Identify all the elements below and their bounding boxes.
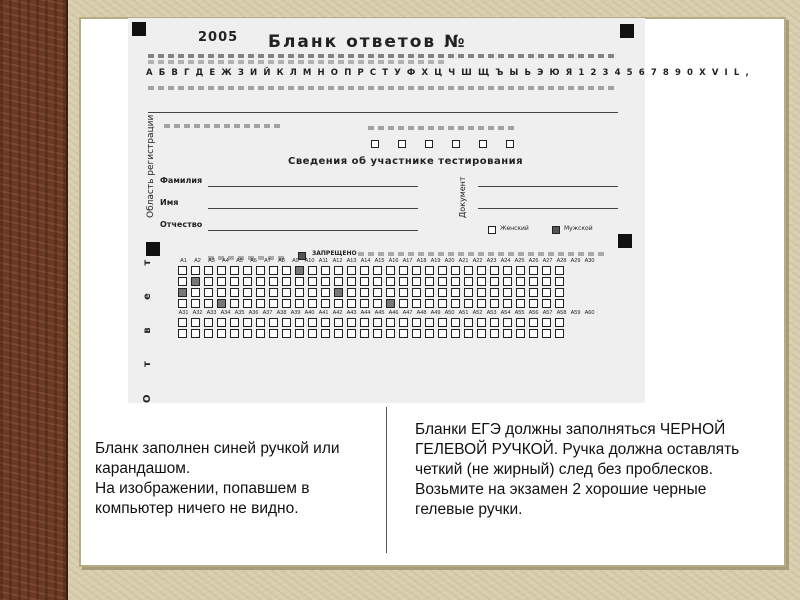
answer-checkbox[interactable] bbox=[217, 329, 226, 338]
answer-checkbox[interactable] bbox=[217, 288, 226, 297]
answer-checkbox[interactable] bbox=[360, 299, 369, 308]
answer-column-header: A20 bbox=[444, 258, 455, 264]
answer-checkbox[interactable] bbox=[490, 318, 499, 327]
answer-column-header: A35 bbox=[234, 310, 245, 316]
answer-checkbox[interactable] bbox=[451, 329, 460, 338]
answer-checkbox[interactable] bbox=[490, 299, 499, 308]
answer-checkbox[interactable] bbox=[360, 318, 369, 327]
answer-checkbox[interactable] bbox=[373, 329, 382, 338]
answer-checkbox[interactable] bbox=[373, 266, 382, 275]
answer-checkbox[interactable] bbox=[243, 329, 252, 338]
answer-column-header: A33 bbox=[206, 310, 217, 316]
answer-checkbox[interactable] bbox=[399, 329, 408, 338]
sex-male-label: Мужской bbox=[564, 225, 593, 232]
answer-column-header: A16 bbox=[388, 258, 399, 264]
answer-column-header: A39 bbox=[290, 310, 301, 316]
answer-column-header: A1 bbox=[180, 258, 187, 264]
answer-checkbox[interactable] bbox=[373, 288, 382, 297]
answer-checkbox[interactable] bbox=[516, 288, 525, 297]
answer-checkbox[interactable] bbox=[412, 288, 421, 297]
answer-grid bbox=[178, 258, 595, 340]
forbidden-note-line bbox=[358, 252, 608, 256]
answer-checkbox[interactable] bbox=[256, 329, 265, 338]
answer-checkbox[interactable] bbox=[451, 288, 460, 297]
answer-checkbox[interactable] bbox=[438, 266, 447, 275]
answer-column-header: A30 bbox=[584, 258, 595, 264]
instructions-line bbox=[148, 60, 448, 64]
answer-column-header: A42 bbox=[332, 310, 343, 316]
name-label: Имя bbox=[160, 198, 179, 207]
answer-checkbox[interactable] bbox=[282, 277, 291, 286]
document-line bbox=[478, 186, 618, 187]
answer-option-row bbox=[178, 277, 595, 286]
answer-checkbox[interactable] bbox=[438, 288, 447, 297]
answer-checkbox[interactable] bbox=[360, 288, 369, 297]
answer-checkbox[interactable] bbox=[191, 288, 200, 297]
answer-checkbox[interactable] bbox=[308, 277, 317, 286]
answer-column-header: A47 bbox=[402, 310, 413, 316]
answer-checkbox[interactable] bbox=[529, 299, 538, 308]
answer-checkbox[interactable] bbox=[308, 318, 317, 327]
answer-column-header: A17 bbox=[402, 258, 413, 264]
answer-checkbox[interactable] bbox=[425, 277, 434, 286]
answer-checkbox[interactable] bbox=[464, 266, 473, 275]
answer-checkbox[interactable] bbox=[529, 288, 538, 297]
answer-checkbox[interactable] bbox=[516, 299, 525, 308]
answer-checkbox[interactable] bbox=[269, 299, 278, 308]
answer-checkbox[interactable] bbox=[191, 318, 200, 327]
answer-checkbox[interactable] bbox=[269, 288, 278, 297]
answer-checkbox[interactable] bbox=[256, 299, 265, 308]
answer-checkbox[interactable] bbox=[347, 318, 356, 327]
form-year: 2005 bbox=[198, 30, 239, 45]
answer-checkbox[interactable] bbox=[477, 329, 486, 338]
region-label: Область регистрации bbox=[146, 114, 156, 218]
answer-column-header: A18 bbox=[416, 258, 427, 264]
answer-checkbox[interactable] bbox=[555, 299, 564, 308]
answer-column-header: A23 bbox=[486, 258, 497, 264]
answer-checkbox[interactable] bbox=[412, 299, 421, 308]
answer-column-header: A26 bbox=[528, 258, 539, 264]
sample-alphabet: А Б В Г Д Е Ж З И Й К Л М Н О П Р С Т У Ф Х Ц Ч Ш Щ Ъ Ы Ь Э Ю Я 1 2 3 4 5 6 7 8 9 0 X V I L , bbox=[146, 68, 751, 78]
forbidden-label: ЗАПРЕЩЕНО bbox=[312, 250, 357, 257]
answer-checkbox[interactable] bbox=[178, 299, 187, 308]
answer-checkbox[interactable] bbox=[191, 299, 200, 308]
answer-checkbox[interactable] bbox=[386, 277, 395, 286]
answer-checkbox[interactable] bbox=[490, 266, 499, 275]
instructions-line bbox=[148, 54, 618, 58]
answer-checkbox[interactable] bbox=[412, 266, 421, 275]
answer-checkbox[interactable] bbox=[464, 277, 473, 286]
answer-checkbox[interactable] bbox=[347, 266, 356, 275]
answer-column-header: A6 bbox=[250, 258, 257, 264]
caption-divider bbox=[386, 407, 387, 553]
answer-header-row bbox=[178, 258, 595, 264]
answer-checkbox[interactable] bbox=[438, 277, 447, 286]
answer-checkbox[interactable] bbox=[516, 329, 525, 338]
left-caption bbox=[95, 439, 385, 519]
answer-checkbox[interactable] bbox=[438, 318, 447, 327]
answer-column-header: A40 bbox=[304, 310, 315, 316]
sex-female-label: Женский bbox=[500, 225, 529, 232]
answer-checkbox[interactable] bbox=[386, 299, 395, 308]
answer-checkbox[interactable] bbox=[204, 288, 213, 297]
answers-side-label: О т в е т bbox=[142, 247, 153, 403]
answer-option-row bbox=[178, 299, 595, 308]
answer-column-header: A22 bbox=[472, 258, 483, 264]
answer-checkbox[interactable] bbox=[555, 277, 564, 286]
answer-checkbox[interactable] bbox=[204, 277, 213, 286]
school-type-checkbox[interactable] bbox=[371, 140, 379, 148]
answer-column-header: A57 bbox=[542, 310, 553, 316]
field-underline bbox=[148, 112, 618, 113]
answer-checkbox[interactable] bbox=[347, 277, 356, 286]
answer-column-header: A52 bbox=[472, 310, 483, 316]
answer-checkbox[interactable] bbox=[477, 266, 486, 275]
answer-checkbox[interactable] bbox=[191, 277, 200, 286]
answer-column-header: A59 bbox=[570, 310, 581, 316]
answer-checkbox[interactable] bbox=[295, 299, 304, 308]
answer-column-header: A9 bbox=[292, 258, 299, 264]
answer-checkbox[interactable] bbox=[256, 318, 265, 327]
left-caption-text: Бланк заполнен синей ручкой или карандашом. На изображении, попавшем в компьютер ничего не видно. bbox=[95, 440, 340, 517]
answer-checkbox[interactable] bbox=[451, 266, 460, 275]
answer-checkbox[interactable] bbox=[542, 329, 551, 338]
answer-checkbox[interactable] bbox=[477, 318, 486, 327]
answer-checkbox[interactable] bbox=[386, 318, 395, 327]
answer-checkbox[interactable] bbox=[178, 329, 187, 338]
corner-marker bbox=[618, 234, 632, 248]
answer-column-header: A48 bbox=[416, 310, 427, 316]
answer-column-header: A55 bbox=[514, 310, 525, 316]
school-type-checkbox[interactable] bbox=[398, 140, 406, 148]
answer-checkbox[interactable] bbox=[490, 277, 499, 286]
answer-checkbox[interactable] bbox=[529, 277, 538, 286]
answer-column-header: A12 bbox=[332, 258, 343, 264]
answer-checkbox[interactable] bbox=[399, 299, 408, 308]
answer-checkbox[interactable] bbox=[542, 277, 551, 286]
answer-column-header: A15 bbox=[374, 258, 385, 264]
answer-checkbox[interactable] bbox=[386, 329, 395, 338]
answer-checkbox[interactable] bbox=[321, 318, 330, 327]
answer-checkbox[interactable] bbox=[425, 288, 434, 297]
answer-checkbox[interactable] bbox=[425, 329, 434, 338]
answer-column-header: A46 bbox=[388, 310, 399, 316]
answer-checkbox[interactable] bbox=[295, 318, 304, 327]
corner-marker bbox=[132, 22, 146, 36]
answer-checkbox[interactable] bbox=[516, 266, 525, 275]
answer-checkbox[interactable] bbox=[516, 277, 525, 286]
answer-checkbox[interactable] bbox=[295, 277, 304, 286]
answer-column-header: A32 bbox=[192, 310, 203, 316]
answer-checkbox[interactable] bbox=[230, 329, 239, 338]
answer-checkbox[interactable] bbox=[412, 318, 421, 327]
answer-checkbox[interactable] bbox=[490, 329, 499, 338]
answer-checkbox[interactable] bbox=[295, 329, 304, 338]
answer-checkbox[interactable] bbox=[399, 277, 408, 286]
answer-checkbox[interactable] bbox=[542, 299, 551, 308]
surname-label: Фамилия bbox=[160, 176, 203, 185]
answer-checkbox[interactable] bbox=[230, 266, 239, 275]
answer-column-header: A45 bbox=[374, 310, 385, 316]
answer-checkbox[interactable] bbox=[347, 288, 356, 297]
answer-checkbox[interactable] bbox=[204, 266, 213, 275]
answer-checkbox[interactable] bbox=[321, 329, 330, 338]
answer-checkbox[interactable] bbox=[373, 299, 382, 308]
answer-checkbox[interactable] bbox=[503, 266, 512, 275]
answer-column-header: A25 bbox=[514, 258, 525, 264]
answer-checkbox[interactable] bbox=[308, 329, 317, 338]
answer-checkbox[interactable] bbox=[503, 277, 512, 286]
school-type-checkbox[interactable] bbox=[425, 140, 433, 148]
answer-checkbox[interactable] bbox=[386, 288, 395, 297]
answer-checkbox[interactable] bbox=[191, 266, 200, 275]
answer-column-header: A36 bbox=[248, 310, 259, 316]
answer-checkbox[interactable] bbox=[542, 318, 551, 327]
answer-checkbox[interactable] bbox=[217, 299, 226, 308]
sex-male-checkbox[interactable] bbox=[552, 226, 560, 234]
answer-checkbox[interactable] bbox=[399, 288, 408, 297]
answer-checkbox[interactable] bbox=[178, 277, 187, 286]
answer-option-row bbox=[178, 266, 595, 275]
school-type-checkbox[interactable] bbox=[506, 140, 514, 148]
answer-checkbox[interactable] bbox=[451, 277, 460, 286]
answer-column-header: A14 bbox=[360, 258, 371, 264]
section-heading: Сведения об участнике тестирования bbox=[288, 156, 524, 167]
answer-checkbox[interactable] bbox=[555, 318, 564, 327]
answer-checkbox[interactable] bbox=[451, 299, 460, 308]
answer-checkbox[interactable] bbox=[542, 288, 551, 297]
answer-checkbox[interactable] bbox=[399, 318, 408, 327]
answer-checkbox[interactable] bbox=[555, 329, 564, 338]
answer-checkbox[interactable] bbox=[217, 266, 226, 275]
answer-checkbox[interactable] bbox=[464, 318, 473, 327]
answer-checkbox[interactable] bbox=[503, 288, 512, 297]
answer-checkbox[interactable] bbox=[282, 318, 291, 327]
right-caption-text: Бланки ЕГЭ должны заполняться ЧЕРНОЙ ГЕЛЕВОЙ РУЧКОЙ. Ручка должна оставлять четкий (не жирный) след без проблесков. Возьмите на экзамен 2 хорошие черные гелевые ручки. bbox=[415, 421, 740, 518]
patronymic-label: Отчество bbox=[160, 220, 203, 229]
name-line bbox=[208, 208, 418, 209]
answer-option-row bbox=[178, 318, 595, 327]
answer-column-header: A28 bbox=[556, 258, 567, 264]
answer-checkbox[interactable] bbox=[399, 266, 408, 275]
answer-column-header: A41 bbox=[318, 310, 329, 316]
answer-checkbox[interactable] bbox=[425, 266, 434, 275]
answer-form-scan bbox=[128, 18, 751, 403]
field-header-line bbox=[148, 86, 618, 90]
answer-checkbox[interactable] bbox=[178, 318, 187, 327]
answer-checkbox[interactable] bbox=[321, 266, 330, 275]
answer-checkbox[interactable] bbox=[529, 266, 538, 275]
answer-checkbox[interactable] bbox=[360, 329, 369, 338]
answer-checkbox[interactable] bbox=[230, 318, 239, 327]
sex-female-checkbox[interactable] bbox=[488, 226, 496, 234]
answer-checkbox[interactable] bbox=[269, 277, 278, 286]
answer-column-header: A60 bbox=[584, 310, 595, 316]
answer-checkbox[interactable] bbox=[204, 299, 213, 308]
answer-checkbox[interactable] bbox=[334, 299, 343, 308]
answer-checkbox[interactable] bbox=[269, 318, 278, 327]
answer-column-header: A29 bbox=[570, 258, 581, 264]
answer-column-header: A7 bbox=[264, 258, 271, 264]
answer-column-header: A43 bbox=[346, 310, 357, 316]
answer-checkbox[interactable] bbox=[334, 329, 343, 338]
answer-checkbox[interactable] bbox=[204, 329, 213, 338]
surname-line bbox=[208, 186, 418, 187]
answer-checkbox[interactable] bbox=[321, 277, 330, 286]
answer-checkbox[interactable] bbox=[503, 329, 512, 338]
answer-column-header: A19 bbox=[430, 258, 441, 264]
answer-checkbox[interactable] bbox=[464, 299, 473, 308]
answer-checkbox[interactable] bbox=[295, 266, 304, 275]
answer-checkbox[interactable] bbox=[373, 277, 382, 286]
answer-column-header: A38 bbox=[276, 310, 287, 316]
answer-checkbox[interactable] bbox=[477, 299, 486, 308]
answer-checkbox[interactable] bbox=[243, 299, 252, 308]
answer-checkbox[interactable] bbox=[308, 299, 317, 308]
answer-checkbox[interactable] bbox=[516, 318, 525, 327]
answer-column-header: A21 bbox=[458, 258, 469, 264]
answer-checkbox[interactable] bbox=[360, 277, 369, 286]
answer-checkbox[interactable] bbox=[178, 288, 187, 297]
answer-checkbox[interactable] bbox=[438, 299, 447, 308]
answer-column-header: A11 bbox=[318, 258, 329, 264]
answer-column-header: A51 bbox=[458, 310, 469, 316]
answer-checkbox[interactable] bbox=[477, 288, 486, 297]
answer-checkbox[interactable] bbox=[464, 329, 473, 338]
answer-checkbox[interactable] bbox=[243, 318, 252, 327]
answer-checkbox[interactable] bbox=[243, 288, 252, 297]
school-type-checkbox[interactable] bbox=[479, 140, 487, 148]
answer-column-header: A49 bbox=[430, 310, 441, 316]
answer-checkbox[interactable] bbox=[347, 329, 356, 338]
answer-checkbox[interactable] bbox=[425, 299, 434, 308]
right-caption bbox=[415, 420, 755, 520]
answer-checkbox[interactable] bbox=[217, 277, 226, 286]
answer-column-header: A4 bbox=[222, 258, 229, 264]
answer-checkbox[interactable] bbox=[243, 266, 252, 275]
answer-checkbox[interactable] bbox=[178, 266, 187, 275]
answer-checkbox[interactable] bbox=[347, 299, 356, 308]
answer-column-header: A2 bbox=[194, 258, 201, 264]
answer-column-header: A27 bbox=[542, 258, 553, 264]
answer-checkbox[interactable] bbox=[256, 277, 265, 286]
answer-column-header: A31 bbox=[178, 310, 189, 316]
answer-option-row bbox=[178, 288, 595, 297]
answer-column-header: A5 bbox=[236, 258, 243, 264]
answer-checkbox[interactable] bbox=[230, 299, 239, 308]
answer-column-header: A10 bbox=[304, 258, 315, 264]
answer-checkbox[interactable] bbox=[321, 288, 330, 297]
answer-checkbox[interactable] bbox=[230, 288, 239, 297]
decorative-side-strip bbox=[0, 0, 68, 600]
school-type-checkbox[interactable] bbox=[452, 140, 460, 148]
answer-checkbox[interactable] bbox=[334, 266, 343, 275]
answer-checkbox[interactable] bbox=[373, 318, 382, 327]
answer-column-header: A44 bbox=[360, 310, 371, 316]
corner-marker bbox=[620, 24, 634, 38]
answer-checkbox[interactable] bbox=[503, 299, 512, 308]
answer-checkbox[interactable] bbox=[503, 318, 512, 327]
answer-option-row bbox=[178, 329, 595, 338]
answer-checkbox[interactable] bbox=[243, 277, 252, 286]
answer-checkbox[interactable] bbox=[204, 318, 213, 327]
answer-checkbox[interactable] bbox=[191, 329, 200, 338]
answer-checkbox[interactable] bbox=[282, 299, 291, 308]
answer-column-header: A3 bbox=[208, 258, 215, 264]
answer-checkbox[interactable] bbox=[256, 288, 265, 297]
answer-column-header: A34 bbox=[220, 310, 231, 316]
answer-column-header: A13 bbox=[346, 258, 357, 264]
answer-checkbox[interactable] bbox=[412, 329, 421, 338]
answer-checkbox[interactable] bbox=[425, 318, 434, 327]
answer-checkbox[interactable] bbox=[295, 288, 304, 297]
answer-checkbox[interactable] bbox=[464, 288, 473, 297]
answer-checkbox[interactable] bbox=[529, 329, 538, 338]
answer-checkbox[interactable] bbox=[334, 288, 343, 297]
answer-checkbox[interactable] bbox=[269, 266, 278, 275]
answer-checkbox[interactable] bbox=[308, 288, 317, 297]
answer-column-header: A37 bbox=[262, 310, 273, 316]
answer-checkbox[interactable] bbox=[555, 266, 564, 275]
answer-checkbox[interactable] bbox=[386, 266, 395, 275]
answer-checkbox[interactable] bbox=[490, 288, 499, 297]
answer-header-row bbox=[178, 310, 595, 316]
answer-checkbox[interactable] bbox=[256, 266, 265, 275]
answer-checkbox[interactable] bbox=[230, 277, 239, 286]
document-line bbox=[478, 208, 618, 209]
document-label: Документ bbox=[458, 176, 467, 218]
form-title: Бланк ответов № bbox=[268, 32, 467, 52]
answer-checkbox[interactable] bbox=[282, 329, 291, 338]
answer-column-header: A50 bbox=[444, 310, 455, 316]
field-header-line bbox=[368, 126, 518, 130]
answer-column-header: A58 bbox=[556, 310, 567, 316]
answer-checkbox[interactable] bbox=[555, 288, 564, 297]
answer-checkbox[interactable] bbox=[451, 318, 460, 327]
answer-column-header: A56 bbox=[528, 310, 539, 316]
answer-checkbox[interactable] bbox=[282, 266, 291, 275]
answer-checkbox[interactable] bbox=[282, 288, 291, 297]
patronymic-line bbox=[208, 230, 418, 231]
answer-checkbox[interactable] bbox=[412, 277, 421, 286]
answer-checkbox[interactable] bbox=[334, 277, 343, 286]
answer-column-header: A24 bbox=[500, 258, 511, 264]
answer-column-header: A53 bbox=[486, 310, 497, 316]
answer-checkbox[interactable] bbox=[334, 318, 343, 327]
field-header-line bbox=[164, 124, 284, 128]
answer-column-header: A54 bbox=[500, 310, 511, 316]
answer-checkbox[interactable] bbox=[321, 299, 330, 308]
answer-checkbox[interactable] bbox=[529, 318, 538, 327]
answer-checkbox[interactable] bbox=[217, 318, 226, 327]
answer-checkbox[interactable] bbox=[477, 277, 486, 286]
answer-checkbox[interactable] bbox=[308, 266, 317, 275]
answer-checkbox[interactable] bbox=[269, 329, 278, 338]
answer-column-header: A8 bbox=[278, 258, 285, 264]
answer-checkbox[interactable] bbox=[438, 329, 447, 338]
answer-checkbox[interactable] bbox=[542, 266, 551, 275]
answer-checkbox[interactable] bbox=[360, 266, 369, 275]
